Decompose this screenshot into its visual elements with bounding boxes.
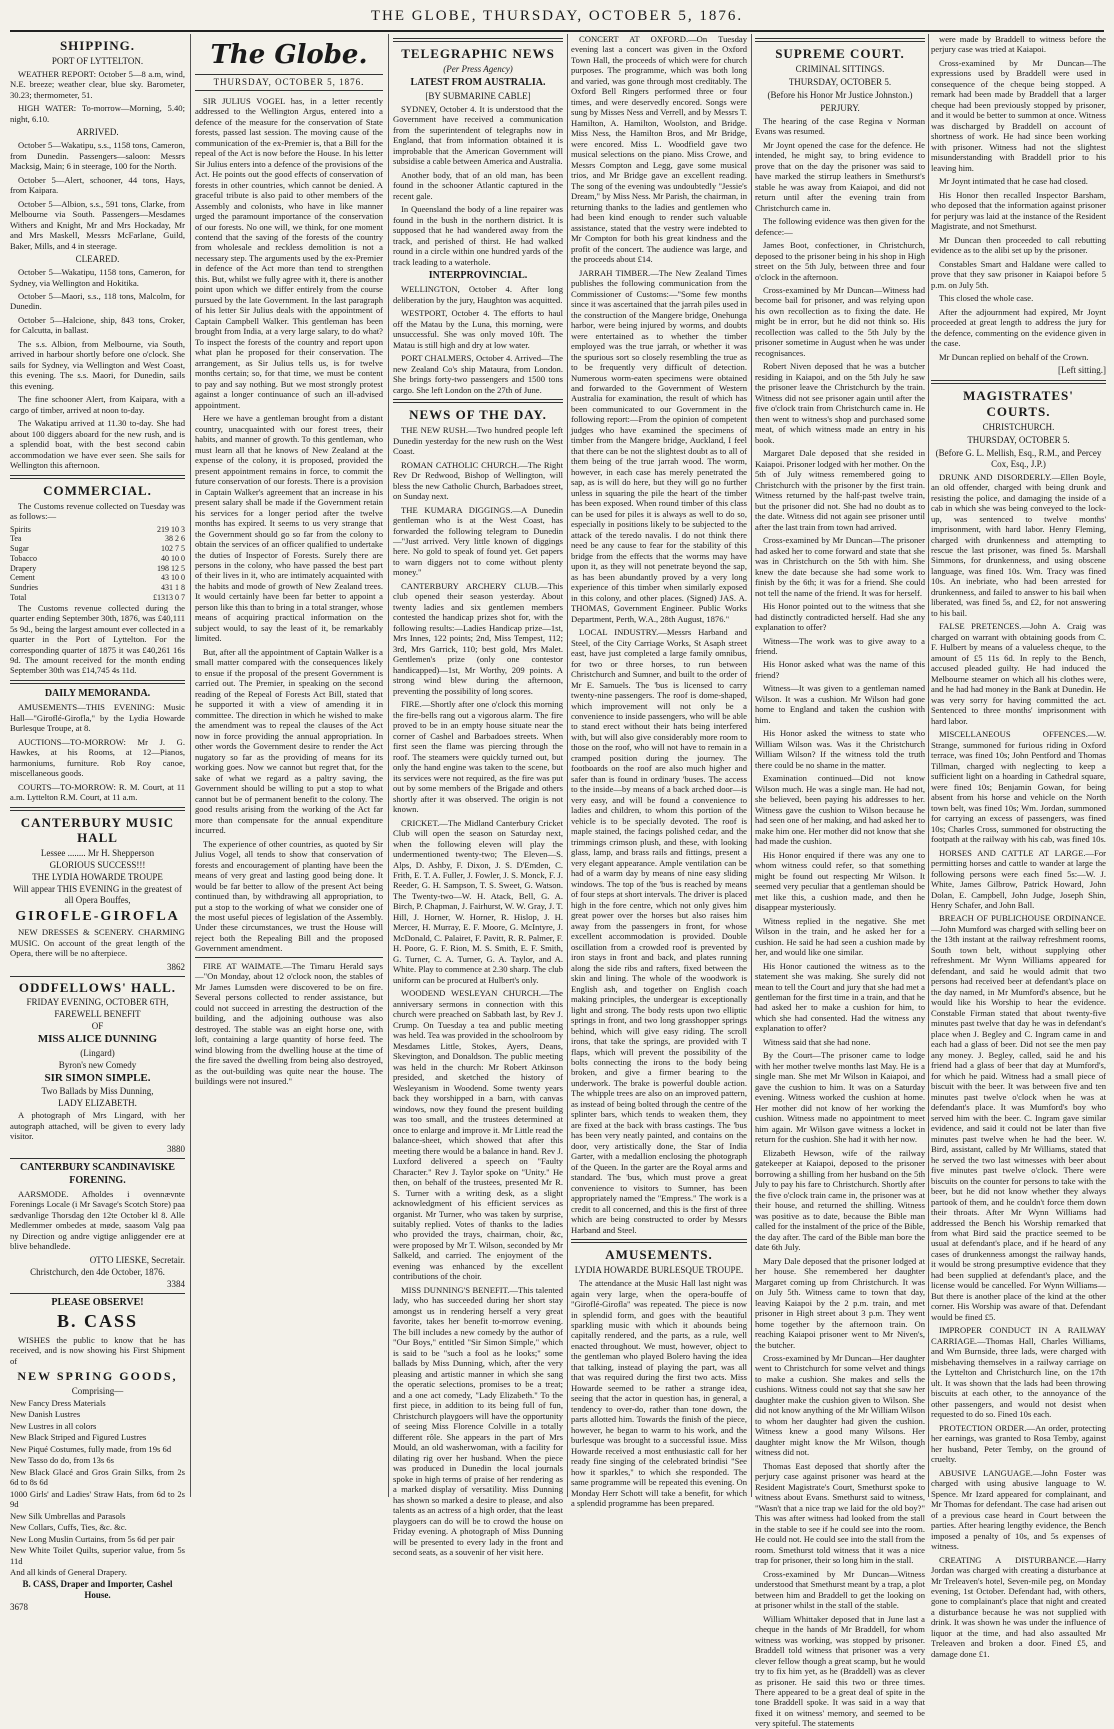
court-paragraph: ABUSIVE LANGUAGE.—John Foster was charged with using abusive language to W. Spence. Mr Izard appeared for complainant, and Mr Thomas for defendant. The case had arisen out of a previous case heard in Court between the parties. After hearing lengthy evidence, the Bench imposed a penalty of 10s, and 5s expenses of witness. <box>931 1467 1106 1552</box>
list-item: New Tasso do do, from 13s 6s <box>10 1455 115 1466</box>
editorial-date: THURSDAY, OCTOBER 5, 1876. <box>195 74 383 91</box>
amusements-heading: AMUSEMENTS. <box>605 1247 713 1263</box>
cass-goods-title: NEW SPRING GOODS, <box>17 1369 178 1384</box>
court-paragraph: Margaret Dale deposed that she resided in Kaiapoi. Prisoner lodged with her mother. On the 5th of July witness remembered going to Christchurch with the prisoner by the first train. Witness returned by the half-past twelve train, but the prisoner did not. She had no doubt as to the date. Witness did not again see prisoner until after the last train from town had arrived. <box>755 448 925 532</box>
customs-note: The Customs revenue collected during the quarter ending September 30th, 1876, was £40,111 5s 9d., being the largest amount ever collected in a quarter in the Port of Lyttelton. For the corresponding quarter of 1875 it was £40,261 16s 9d. The amount received for the month ending September 30th was £14,745 4s 11d. <box>10 602 185 676</box>
news-paragraph: FIRE.—Shortly after one o'clock this morning the fire-bells rang out a vigorous alarm. The fire proved to be in an empty house situate near the corner of Cashel and Barbadoes streets. When first seen the flame was piercing through the roof. The steamers were quickly turned out, but only the hand engine was taken to the scene, but its services were not required, as the fire was put out by some members of the Brigade and others shortly after it was observed. The origin is not known. <box>393 699 563 815</box>
ad-date: Christchurch, den 4de October, 1876. <box>30 1266 165 1277</box>
memo-auctions: AUCTIONS—TO-MORROW: Mr J. G. Hawkes, at his Rooms, at 12—Pianos, harmoniums, furniture. Rob Roy canoe, miscellaneous goods. <box>10 736 185 779</box>
shipping-note: The s.s. Albion, from Melbourne, via South, arrived in harbour shortly before one o'clock. She sails for Sydney, via Wellington and West Coast, this evening. The s.s. Maori, for Dunedin, sails this evening. <box>10 338 185 391</box>
ad-text: NEW DRESSES & SCENERY. CHARMING MUSIC. On account of the great length of the Opera, there will be no afterpiece. <box>10 927 185 959</box>
court-paragraph: Thomas East deposed that shortly after the perjury case against prisoner was heard at the Resident Magistrate's Court, Smethurst spoke to witness about Evans. Smethurst said to witness, "Wasn't that a nice trap we laid for the old boy?" This was after witness had looked from the stall in the stable to see if he could see into the room. He could not. He could see into the stall from the room. Smethurst told witness that it was a nice trap for prisoner, their so long him in the stall. <box>755 1460 925 1566</box>
ad-line: Byron's new Comedy <box>58 1059 137 1070</box>
court-paragraph: DRUNK AND DISORDERLY.—Ellen Boyle, an old offender, charged with being drunk and resisting the police, and damaging the inside of a cab in which she was being conveyed to the lock-up, was sentenced to twelve months' imprisonment, with hard labor. Henry Fleming, charged with drunkenness and attempting to rescue the last prisoner, was fined 5s. Marshall Simmons, for drunkenness, and using obscene language, was fined 10s. Wm. Tracy was fined 10s. An inebriate, who had been arrested for drunkenness, and failed to answer to his bail when liberated, was fined 5s, and £2, for not answering to his bail. <box>931 471 1106 618</box>
list-item: New Black Striped and Figured Lustres <box>10 1432 147 1443</box>
court-paragraph: Mary Dale deposed that the prisoner lodged at her house. She remembered her daughter Margaret coming up from Christchurch. It was on July 5th. Witness came to town that day, leaving Kaiapoi by the 2 p.m. train, and met prisoner in High street about 3 p.m. They went home together by the afternoon train. On reaching Kaiapoi prisoner went to Mr Niven's, the butcher. <box>755 1255 925 1350</box>
court-paragraph: His Honor cautioned the witness as to the statement she was making. She surely did not mean to tell the Court and jury that she had met a gentleman for the first time in a train, and that he had asked her to make a cushion for him, to which she had consented. Had the witness any explanation to offer? <box>755 960 925 1034</box>
ad-text: A photograph of Mrs Lingard, with her autograph attached, will be given to every lady visitor. <box>10 1110 185 1141</box>
court-paragraph: PROTECTION ORDER.—An order, protecting her earnings, was granted to Rosa Temby, against her husband, Peter Temby, on the ground of cruelty. <box>931 1422 1106 1465</box>
table-row: Cement 43 10 0 <box>10 573 185 583</box>
section-rule <box>755 38 925 42</box>
court-date: THURSDAY, OCTOBER 5. <box>788 76 892 87</box>
memoranda-heading: DAILY MEMORANDA. <box>44 687 151 699</box>
table-row: Sundries 431 1 8 <box>10 583 185 593</box>
memo-courts: COURTS—TO-MORROW: R. M. Court, at 11 a.m. Lyttelton R.M. Court, at 11 a.m. <box>10 781 185 803</box>
column-1 <box>10 34 185 1612</box>
court-paragraph: CREATING A DISTURBANCE.—Harry Jordan was charged with creating a disturbance at Mr Treleaven's hotel, Seven-mile peg, on Monday evening, 1st October. Defendant had, with others, gone to complainant's place that night and created a disturbance because he was not supplied with drink. It was shown he was under the influence of liquor at the time, and had also assaulted Mr Treleaven and broken a door. Fined £5, and damage done £1. <box>931 1554 1106 1659</box>
ad-line: MISS ALICE DUNNING <box>37 1033 158 1046</box>
ad-text: WISHES the public to know that he has received, and is now showing his First Shipment of <box>10 1334 185 1366</box>
column-2 <box>195 34 383 1497</box>
ad-signature: B. CASS, Draper and Importer, Cashel House. <box>22 1578 173 1600</box>
table-row: Spirits 219 10 3 <box>10 524 185 534</box>
magistrates-heading: MAGISTRATES' COURTS. <box>963 388 1074 419</box>
court-paragraph: His Honor asked what was the name of this friend? <box>755 659 925 680</box>
globe-logo: The Globe. <box>210 40 368 70</box>
cleared-heading: CLEARED. <box>75 254 120 265</box>
column-3 <box>393 34 563 1557</box>
editorial-paragraph: But, after all the appointment of Captain Walker is a small matter compared with the consequences likely to ensue if the proposal of the present Government is carried out. The Premier, in speaking on the second reading of the Repeal of Forests Act Bill, stated that he supported it with a view of amending it in committee. The direction in which he wished to make the amendment was to repeal the clauses of the Act now in force providing the annual appropriation. In other words the Government desire to render the Act nugatory so far as the providing of means for its working goes. Now we cannot but regret that, for the sake of what we regard as a paltry saving, the Government should be willing to put a stop to what cannot but be of permanent benefit to the colony. The good results arising from the working of the Act far more than compensate for the annual expenditure incurred. <box>195 646 383 836</box>
section-rule <box>10 680 185 684</box>
editorial-paragraph: Here we have a gentleman brought from a distant country, unacquainted with our forest trees, their habits, and manner of growth. To this gentleman, who must learn all that he knows of New Zealand at the expense of the colony, it is proposed, provided the present appointment remains in force, to commit the future conservation of our forests. There is a provision in Captain Walker's agreement that an increase in his present salary shall be made if the Government retain his services for a longer period after the twelve months has expired. It seems to us very strange that the Government should go so far from the colony to obtain the services of an officer qualified to undertake the duties of Inspector of Forests. Surely there are persons in the colony, who have passed the best part of their lives in it, who are intimately acquainted with the habits and mode of growth of New Zealand trees. It would certainly have been far better to appoint a person like this than to bring in a total stranger, whose means of acquiring practical information on the subject would, to say the least of it, be remarkably limited. <box>195 413 383 644</box>
ad-signature: OTTO LIESKE, Secretair. <box>89 1254 185 1265</box>
shipping-note: The Wakatipu arrived at 11.30 to-day. She had about 100 diggers aboard for the new rush, and is a splendid boat, with the best second cabin accommodation we have ever seen. She sails for Wellington this afternoon. <box>10 418 185 471</box>
court-paragraph: After the adjournment had expired, Mr Joynt proceeded at great length to address the jury for the defence, commenting on the evidence given in the case. <box>931 306 1106 349</box>
news-paragraph: Another body, that of an old man, has been found in the schooner Atlantic captured in the recent gale. <box>393 169 563 201</box>
column-divider <box>751 34 752 1497</box>
column-divider <box>567 34 568 1497</box>
case-heading: PERJURY. <box>820 102 860 113</box>
news-paragraph: JARRAH TIMBER.—The New Zealand Times publishes the following communication from the Commissioner of Customs:—"Some few months since it was ascertained that the jarrah piles used in the construction of the Mangere bridge, Onehunga harbor, were being injured by worms, and doubts were entertained as to whether the timber employed was the true jarrah, or whether it was the spurious sort so closely resembling the true as to be frequently very difficult of detection. Numerous worm-eaten specimens were obtained and forwarded to the Government of Western Australia for examination, the result of which has been communicated to our Government in the following report:—From the opinion of competent judges who have examined the specimens of timber from the Mangere bridge, Auckland, I feel that there can be not the slightest doubt as to all of them being of the true jarrah wood. The worm, however, in each case has merely penetrated the sap, as is will do here, but they will go no further unless in squaring the pile the heart of the timber has been exposed. When round timber of this class can be used for piles it is always as well to do so, especially in positions likely to be subjected to the attack of the teredo navalis. I do not think there need be any cause to fear for the stability of this bridge from the effects that the worms may have upon it, as they will not penetrate beyond the sap, as has been abundantly proved by a very long experience of this timber when similarly exposed in this colony, and other places. (Signed) JAS. A. THOMAS, Government Engineer. Public Works Department, Perth, W.A., 28th August, 1876." <box>571 267 747 624</box>
commercial-heading: COMMERCIAL. <box>43 482 152 498</box>
top-rule <box>10 30 1104 32</box>
court-paragraph: His Honor asked the witness to state who William Wilson was. Was it the Christchurch William Wilson? If the witness told the truth there could be no shame in the matter. <box>755 728 925 770</box>
table-row: Total £1313 0 7 <box>10 592 185 602</box>
list-item: New Danish Lustres <box>10 1409 81 1420</box>
ad-number: 3880 <box>167 1144 185 1155</box>
court-paragraph: William Whittaker deposed that in June last a cheque in the hands of Mr Braddell, for whom witness was working, was stopped by prisoner. Braddell told witness that prisoner was a very clever fellow though a great scamp, but he would try to fix him yet, as he (Braddell) was as clever as prisoner. He said this two or three times. There appeared to be a great deal of spite in the tone Braddell spoke. It was said in a way that fixed it on witness' memory, and seemed to be very spiteful. The statements <box>755 1613 925 1729</box>
weather-report: WEATHER REPORT: October 5—8 a.m, wind, N.E. breeze; weather clear, blue sky. Barometer, 30.23; thermometer, 51. <box>10 68 185 100</box>
court-paragraph: IMPROPER CONDUCT IN A RAILWAY CARRIAGE.—Thomas Hall, Charles Williams, and Wm Burnside, three lads, were charged with misbehaving themselves in a railway carriage on the Lyttelton and Christchurch line, on the 17th ult. It was shown that the lads had been throwing biscuits at each other, to the annoyance of the other passengers, and would not desist when requested to do so. Fined 10s each. <box>931 1325 1106 1420</box>
music-hall-lessee: Lessee ........ Mr H. Shepperson <box>40 848 155 859</box>
news-paragraph: CANTERBURY ARCHERY CLUB.—This club opened their season yesterday. About twenty ladies and six gentlemen members contested the handicap prizes shot for, with the following results:—Ladies Handicap prize—1st, Mrs Innes, 122 points; 2nd, Miss Tempest, 112; 3rd, Mrs Garrick, 110; best gold, Mrs Malet. Gentlemen's prize (only one contestor handicapped)—1st, Mr Worthy, 209 points. A strong wind blew during the afternoon, preventing the possibility of long scores. <box>393 580 563 696</box>
ad-line: Comprising— <box>71 1385 124 1396</box>
court-paragraph: Mr Joynt opened the case for the defence. He intended, he might say, to bring evidence to prove that on the day the prisoner was said to have marked the stirrup leathers in Smethurst's stable he was away from Kaiapoi, and did not return until after the evening train from Christchurch came in. <box>755 139 925 213</box>
cass-name: B. CASS <box>56 1310 139 1331</box>
court-paragraph: Elizabeth Hewson, wife of the railway gatekeeper at Kaiapoi, deposed to the prisoner borrowing a shilling from her husband on the 5th July to pay his fare to Christchurch. Shortly after the five o'clock train came in, the prisoner was at their house, and returned the shilling. Witness was positive as to date, because the Bible man called for the instalment of the price of the Bible, the day after. The card of the Bible man bore the date 6th July. <box>755 1147 925 1253</box>
high-water: HIGH WATER: To-morrow—Morning, 5.40; night, 6.10. <box>10 103 185 124</box>
court-paragraph: His Honor pointed out to the witness that she had distinctly contradicted herself. Had she any explanation to offer? <box>755 601 925 633</box>
list-item: New Collars, Cuffs, Ties, &c. &c. <box>10 1522 127 1533</box>
memo-amusements: AMUSEMENTS—THIS EVENING: Music Hall—"Giroflé-Girofla," by the Lydia Howarde Burlesque Troupe, at 8. <box>10 702 185 734</box>
press-agency: (Per Press Agency) <box>443 63 513 74</box>
section-rule <box>931 380 1106 384</box>
court-paragraph: Cross-examined by Mr Duncan—The prisoner had asked her to come forward and state that she was in Christchurch on the 5th with him. She knew the date because she had some work to finish by the 6th; it was for a friend. She could not tell the name of the friend. It was for herself. <box>755 535 925 598</box>
news-paragraph: THE KUMARA DIGGINGS.—A Dunedin gentleman who is at the West Coast, has forwarded the following telegram to Dunedin—"Just arrived. Very little known of diggings here. No gold to speak of found yet. Get papers to warn diggers not to come without plenty money." <box>393 504 563 578</box>
court-paragraph: MISCELLANEOUS OFFENCES.—W. Strange, summoned for furious riding in Oxford terrace, was fined 10s; John Pentford and Thomas Tillman, charged with neglecting to keep a sufficient light on a hoarding in Cathedral square, were fined 10s; Benjamin Gowan, for being absent from his horse and vehicle on the North town belt, was fined 10s; Wm. Jordan, summoned for carrying an excess of passengers, was fined 10s; Charles Cross, summoned for obstructing the footpath at the railway with his cab, was fined 10s. <box>931 729 1106 845</box>
left-sitting: [Left sitting.] <box>1058 365 1106 376</box>
news-paragraph: MISS DUNNING'S BENEFIT.—This talented lady, who has succeeded during her short stay amongst us in rendering herself a very great favorite, takes her benefit to-morrow evening. The bill includes a new comedy by the author of "Our Boys," entitled "Sir Simon Simple," which is said to be "such a fool as he looks;" some ballads by Miss Dunning, which, after the very pleasing and artistic manner in which she sang the operatic selections, promises to be a treat; and a one act comedy, "Lady Elizabeth." To the first piece, in addition to its being full of fun, Christchurch playgoers will have the opportunity of seeing Miss Florence Colville in a totally different rôle. She appears in the part of Mrs Mould, an old washerwoman, with a facility for dilating rig over her husband. When the piece was produced in Dunedin the local journals spoke in high terms of praise of her rendering as a marked display of versatility. Miss Dunning has shown so marked a desire to please, and also talents as an actress of a high order, that the least playgoers can do will be to crowd the house on Friday evening. A photograph of Miss Dunning will be presented to every lady in the front and second seats, as a souvenir of her visit here. <box>393 1284 563 1557</box>
section-rule <box>10 1293 185 1294</box>
ad-line: Will appear THIS EVENING in the greatest of all Opera Bouffes, <box>13 884 182 906</box>
table-row: Drapery 198 12 5 <box>10 563 185 573</box>
court-paragraph: BREACH OF PUBLICHOUSE ORDINANCE.—John Mumford was charged with selling beer on the 13th instant at the railway refreshment rooms, South town belt, without supplying other refreshment. Mr Wynn Williams appeared for defendant, and said he would admit that two persons had received beer at defendant's place on the day named, in Mr Mumford's absence, but he would like his Worship to hear the evidence. Constable Firman stated that about twenty-five minutes past twelve that day he was in defendant's place when J. Begley and C. Ingram came in and each had a glass of beer. Did not see the men pay any money. J. Begley, called, said he and his friend had a glass of beer that day at Mumford's, for which he paid. Witness had a small piece of biscuit with the beer. It was between five and ten minutes past twelve o'clock when he was at defendant's place. It was Mumford's boy who served him with the beer. C. Ingram gave similar evidence, and said it could not be later than five minutes past twelve when he had the beer. W. Bird, assistant, called by Mr Williams, stated that he served the two last witnesses with beer about five minutes past twelve o'clock. There were biscuits on the counter for persons to take with the beer, but he did not know whether they always partook of them, and he couldn't force them down their throats. After Mr Wynn Williams had addressed the Bench his Worship remarked that from what Bird said the practice seemed to be usual at defendant's place, and if he heard of any cases of drunkenness amongst the railway hands, it would be strong presumptive evidence that they had been supplied at defendant's place, and the license would be cancelled. For Wynn Williams—But there is another place of the kind at the other corner. His Worship was aware of that. Defendant would be fined £5. <box>931 913 1106 1322</box>
list-item: New Silk Umbrellas and Parasols <box>10 1510 126 1521</box>
shipping-heading: SHIPPING. <box>59 38 136 53</box>
section-rule <box>393 399 563 403</box>
news-paragraph: In Queensland the body of a line repairer was found in the bush in the northern district. It is supposed that he had wandered away from the track, and perished of thirst. He had walked round in a circle within one hundred yards of the track leading to a waterhole. <box>393 204 563 267</box>
court-paragraph: were made by Braddell to witness before the perjury case was tried at Kaiapoi. <box>931 34 1106 55</box>
ad-text: AARSMODE. Afholdes i ovennævnte Forenings Locale (i Mr Savage's Scotch Store) paa sædvanlige Thorsdag den 12te October kl 8. Alle Medlemmer ombedes at møde, saasom Valg paa ny Direction og andre vigtige anliggender ere at blive behandlede. <box>10 1188 185 1252</box>
list-item: New Black Glacé and Gros Grain Silks, from 2s 6d to 8s 6d <box>10 1466 185 1488</box>
news-paragraph: THE NEW RUSH.—Two hundred people left Dunedin yesterday for the new rush on the West Coast. <box>393 425 563 457</box>
court-paragraph: Constables Smart and Haldane were called to prove that they saw prisoner in Kaiapoi before 5 p.m. on July 5th. <box>931 258 1106 290</box>
column-4 <box>571 34 747 1509</box>
news-paragraph: FIRE AT WAIMATE.—The Timaru Herald says—"On Monday, about 12 o'clock noon, the stables of Mr James Lumsden were discovered to be on fire. Several persons collected to render assistance, but could not succeed in arresting the destruction of the building, and the adjoining outhouse was also destroyed. The stable was an eight horse one, with loft, containing a large quantity of horse feed. The wind blowing from the dwelling house at the time of the fire saved the dwelling from being also destroyed, as the out-building was quite near the house. The buildings were not insured." <box>195 960 383 1087</box>
court-paragraph: Witness replied in the negative. She met Wilson in the train, and he asked her for a cushion. He said he had seen a cushion made by her, and would like one similar. <box>755 915 925 958</box>
cleared-item: October 5—Maori, s.s., 118 tons, Malcolm, for Dunedin. <box>10 291 185 312</box>
court-paragraph: Mr Duncan then proceeded to call rebutting evidence as to the alibi set up by the prisoner. <box>931 234 1106 256</box>
editorial-paragraph: SIR JULIUS VOGEL has, in a letter recently addressed to the Wellington Argus, entered into a defence of the measure for the conservation of State forests, passed last session. The moving cause of the communication of the ex-Premier is, that a Bill for the repeal of the Act is now before the House. In his letter Sir Julius enters into a defence of the provisions of the Act. He points out the good effects of conservation of forests in other countries, which cannot be denied. A graceful tribute is also paid to other members of the Assembly and colonists, who have in like manner urged the paramount importance of the conservation of our forests. No one will, we think, for one moment contend that the saving of the forests of the country from wholesale and reckless demolition is not a necessary step. The arguments used by the ex-Premier in defence of the Act more than tend to strengthen this. But, whilst we fully agree with it, there is another point upon which we differ entirely from the course pursued by the late Government. In the last paragraph of his letter Sir Julius deals with the appointment of Captain Campbell Walker. This gentleman has been brought from India, at a very large salary, to do what? To inspect the forests of the country and report upon what plan he proposed for their conservation. The arrangement, as Sir Julius tells us, is for twelve months certain; so, for that time, we must be content to pay and say nothing. But we most strongly protest against a longer continuance of such an ill-advised appointment. <box>195 95 383 410</box>
list-item: And all kinds of General Drapery. <box>10 1567 127 1578</box>
ad-line: FAREWELL BENEFIT <box>54 1009 141 1020</box>
cass-ad-heading: PLEASE OBSERVE! <box>51 1296 144 1308</box>
section-rule <box>10 976 185 977</box>
list-item: New White Toilet Quilts, superior value, from 5s 11d <box>10 1545 185 1566</box>
news-paragraph: CONCERT AT OXFORD.—On Tuesday evening last a concert was given in the Oxford Town Hall, the proceeds of which were for church purposes. The programme, which was both long and varied, was gone through most creditably. The Oxford Bell Ringers performed three or four times, and were deservedly encored. Songs were sung by Misses Ness and Verrell, and by Messrs T. Hamilton, A. Hamilton, Woolston, and Bridge. Miss Ness, the Hamilton Bros, and Mr Bridge, were encored. Miss L. Woodfield gave two musical selections on the piano. Miss Crowe, and Messrs Compton and Legg, gave some musical trios, and Mr Bridge gave an excellent reading. The song of the evening was undoubtedly "Jessie's Dream," by Miss Ness. Mr Parish, the chairman, in returning thanks to the ladies and gentlemen who had been kind enough to render such valuable assistance, stated that the vestry were indebted to Mr Compton for both his great kindness and the profit of the concert. The audience was large, and the proceeds about £14. <box>571 34 747 265</box>
music-hall-ad-title: CANTERBURY MUSIC HALL <box>20 814 175 846</box>
news-paragraph: ROMAN CATHOLIC CHURCH.—The Right Rev Dr Redwood, Bishop of Wellington, will bless the new Catholic Church, Barbadoes street, on Sunday next. <box>393 459 563 502</box>
news-paragraph: WOODEND WESLEYAN CHURCH.—The anniversary sermons in connection with this church were preached on Sabbath last, by Rev J. Crump. On Tuesday a tea and public meeting was held. Tea was provided in the schoolroom by Mesdames Little, Stokes, Ayers, Deans, Skevington, and Donaldson. The public meeting was held in the church: Mr Robert Atkinson presided, and sketched the history of Wesleyanism in Woodend. Some twenty years back they worshipped in a barn, with canvas windows, now they found the present building was too small, and the trustees determined at once to enlarge and improve it. Mr Little read the balance-sheet, which showed that after this meeting there would be a balance in hand. Rev J. Luxford delivered a speech on "Faulty Character." Rev J. Taylor spoke on "Unity." He then, on behalf of the trustees, presented Mr R. S. Turner with a writing desk, as a slight acknowledgment of his efficient services as organist. Mr Turner, who was taken by surprise, suitably replied. Votes of thanks to the ladies who provided the trays, chairman, choir, &c, were proposed by Mr T. Wilson, seconded by Mr Salkeld, and carried. The enjoyment of the evening was enhanced by the excellent contributions of the choir. <box>393 988 563 1282</box>
arrived-heading: ARRIVED. <box>76 127 119 138</box>
table-row: Tobacco 40 10 0 <box>10 553 185 563</box>
ad-line: Two Ballads by Miss Dunning, <box>41 1086 154 1097</box>
port-heading: PORT OF LYTTELTON. <box>51 55 144 66</box>
news-paragraph: LOCAL INDUSTRY.—Messrs Harband and Steel, of the City Carriage Works, St Asaph street east, have just completed a large family omnibus, for two or three horses, to run between Christchurch and Sumner, and built to the order of Mr E. Samuels. The 'bus is licensed to carry twenty-nine passengers. The roof is dome-shaped, which improvement will not only be a convenience to inside passengers, who will be able to stand erect without their hats being interfered with, but will also give considerably more room to those on the roof, who will not have to remain in a cramped position during the journey. The footboards on the roof are also much higher and safer than is found in ordinary 'buses. The access to the inside—by means of a back arched door—is very easy, and will be found a convenience to ladies and children, to whom this portion of the vehicle is to be specially devoted. The roof is maple stained, the facings polished cedar, and the trimmings crimson plush, and these, with looking glass, lamp, and brass rails and fittings, present a very elegant appearance. Ample ventilation can be had of a warm day by means of nine easy sliding windows. The top of the 'bus is reached by means of four steps at short intervals. The driver is placed high in the fore centre, which not only gives him great power over the horses but also raises him away from the passengers in front, for whose excellent accommodation is provided. Double oscillation from a crowded roof is prevented by iron stays in front and back, and plates running along the side ribs and rafters, fixed between the skin and lining. The whole of the woodwork is English ash, and together on English coach making principles, the undergear is exceptionally light and strong. The body rests upon two elliptic springs in front, and two long grasshopper springs behind, which will give easy riding. The scroll irons, that take the springs, are provided with T flaps, which will prevent the possibility of the bolts connecting the irons to the body being broken, and give a firmer bearing to the underwork. The brake is powerful double action. The whipple trees are also on an improved pattern, as instead of being bolted through the centre of the splinter bars, which tends to weaken them, they are fixed at the back with brass castings. The 'bus has been very neatly painted, and contains on the door, very artistically done, the Star of India Garter, with a medallion enclosing the photograph of the Queen. In the garter are the Royal arms and standard. The 'bus, which must prove a great convenience to visitors to Sumner, has been appropriately named the "Empress." The work is a credit to all concerned, and this is the first of three which are being constructed to order by Messrs Harband and Steel. <box>571 627 747 1235</box>
cable-label: [BY SUBMARINE CABLE] <box>425 91 531 102</box>
court-paragraph: Witness said that she had none. <box>763 1036 871 1047</box>
troupe-subheading: LYDIA HOWARDE BURLESQUE TROUPE. <box>574 1265 744 1276</box>
list-item: New Long Muslin Curtains, from 5s 6d per pair <box>10 1533 175 1544</box>
court-paragraph: Examination continued—Did not know Wilson much. He was a single man. He had not, she believed, been paying his addresses to her. Witness gave the cushion to Wilson because he had seen one of her making, and had asked her to make him one. Her mother did not know that she had made the cushion. <box>755 773 925 847</box>
ad-line: LADY ELIZABETH. <box>58 1098 137 1109</box>
court-paragraph: His Honor enquired if there was any one to whom witness could refer, so that something might be found out respecting Mr Wilson. It seemed very peculiar that a gentleman should be met like this, a cushion made, and then he disappear mysteriously. <box>755 849 925 913</box>
ad-line: OF <box>91 1021 104 1032</box>
court-paragraph: Mr Duncan replied on behalf of the Crown. <box>939 351 1089 362</box>
news-paragraph: CRICKET.—The Midland Canterbury Cricket Club will open the season on Saturday next, when the following eleven will play the undermentioned twenty-two; The Eleven—S. Alps, D. Ashby, F. Dixon, J. S. D'Emden, C. Frith, E. T. A. Fuller, J. Fowler, J. S. Monck, F. J. Reeder, G. H. Sampson, T. S. Sweet, G. Watson. The Twenty-two—W. H. Atack, Bell, G. A. Birch, P. Chapman, J. Fairhurst, W. W. Gray, J. T. Hill, J. Horner, W. Horner, R. Hislop, J. H. Mercer, H. Murray, E. F. Moore, G. McIntyre, J. McDonald, C. Palairet, F. Pavitt, R. R. Palmer, F. H. Poore, G. F. Rion, M. S. Smith, E. F. Smith, G. Turner, C. A. Turner, G. A. Taylor, and A. White. Play to commence at 2.30 sharp. The club uniform can be procured at Hulbert's only. <box>393 817 563 985</box>
court-paragraph: His Honor then recalled Inspector Barsham, who deposed that the information against prisoner for perjury was laid at the instance of the Resident Magistrate, and not Smethurst. <box>931 189 1106 232</box>
column-divider <box>190 34 191 1497</box>
arrival-item: October 5—Albion, s.s., 591 tons, Clarke, from Melbourne via South. Passengers—Mesdames Withers and Knight, Mr and Mrs Hockaday, Mr and Mrs Maskell, Messrs McFarlane, Guild, Baker, Mills, and 4 in steerage. <box>10 198 185 251</box>
court-paragraph: Cross-examined by Mr Duncan—Witness had become bail for prisoner, and was relying upon his own recollection as to fixing the date. He might be in error, but he did not think so. His recollection was called to the 5th July by the prisoner sometime in August when he was under recognisances. <box>755 285 925 358</box>
court-paragraph: The hearing of the case Regina v Norman Evans was resumed. <box>755 115 925 137</box>
list-item: New Lustres in all colors <box>10 1420 97 1431</box>
criminal-sittings: CRIMINAL SITTINGS. <box>795 63 885 74</box>
oddfellows-ad-title: ODDFELLOWS' HALL. <box>18 979 177 995</box>
news-paragraph: WESTPORT, October 4. The efforts to haul off the Matau by the Luna, this morning, were unsuccessful. She was only moved 10ft. The Matau is still high and dry at low water. <box>393 308 563 350</box>
girofle-title: GIROFLE-GIROFLA <box>15 909 180 925</box>
masthead: THE GLOBE, THURSDAY, OCTOBER 5, 1876. <box>370 8 744 24</box>
cleared-item: October 5—Wakatipu, 1158 tons, Cameron, for Sydney, via Wellington and Hokitika. <box>10 267 185 288</box>
court-paragraph: Cross-examined by Mr Duncan—The expressions used by Braddell were used in consequence of the cheque being stopped. A remark had been made by Braddell that a larger cheque had been previously stopped by prisoner, and it would be better to summon at once. Witness was discharged by Braddell on account of shortness of work. He had since been working with prisoner. Witness had not the slightest misunderstanding with Braddell prior to his leaving him. <box>931 57 1106 173</box>
court-paragraph: Robert Niven deposed that he was a butcher residing in Kaiapoi, and on the 5th July he saw the prisoner leave the Christchurch by the train. Witness did not see prisoner again until after the five o'clock train from Christchurch came in. He then went to witness's shop and purchased some meat, of which witness made an entry in his book. <box>755 361 925 445</box>
review-paragraph: The attendance at the Music Hall last night was again very large, when the opera-bouffe of "Giroflé-Girofla" was repeated. The piece is now in splendid form, and goes with the beautiful sparkling music with which it abounds being capitally rendered, and the parts, as a rule, well enacted throughout. We must, however, object to the gentleman who played Bolero having the idea that talking, instead of playing the part, was all that was required during the first two acts. Miss Howarde seemed to be rather a strange idea, seeing that the actor in question has, in general, a tendency to over-do, rather than tone down, the parts allotted him. Towards the finish of the piece, however, he began to warm to his work, and the burlesque was brought to a successful issue. Miss Howarde received a most enthusiastic call for her ready fine singing of the celebrated brindisi "See how it sparkles," to which she responded. The same programme will be repeated this evening. On Monday Herr Schott will take a benefit, for which a splendid programme has been prepared. <box>571 1278 747 1509</box>
court-paragraph: Cross-examined by Mr Duncan—Her daughter went to Christchurch for some velvet and things to make a cushion. She makes and sells the cushions. Witness could not say that she saw her daughter make the cushion given to Wilson. She did not know anything of the Mr William Wilson to whom her daughter had given the cushion. Witness knew a good many Wilsons. Her daughter might know the Mr Wilson, though witness did not. <box>755 1352 925 1458</box>
supreme-court-heading: SUPREME COURT. <box>775 46 905 61</box>
court-paragraph: HORSES AND CATTLE AT LARGE.—For permitting horses and cattle to wander at large the following persons were each fined 5s:—W. J. White, James Gilbrow, Patrick Howard, John Dolan, E. Campbell, John Judge, Joseph Shin, Henry Schafer, and John Ball. <box>931 847 1106 910</box>
court-paragraph: Cross-examined by Mr Duncan—Witness understood that Smethurst meant by a trap, a plot between him and Braddell to get the looking on at prisoner whilst in the stall of the stable. <box>755 1568 925 1611</box>
telegraphic-heading: TELEGRAPHIC NEWS <box>401 46 555 61</box>
ad-number: 3678 <box>10 1601 28 1612</box>
court-paragraph: FALSE PRETENCES.—John A. Craig was charged on warrant with obtaining goods from C. F. Hulbert by means of a valueless cheque, to the amount of £5 11s 6d. In reply to the Bench, accused pleaded guilty. He had induced the Melbourne steamer on which all his clothes were, and he had had money in the Bank at Dunedin. He was very sorry for having committed the act. Sentenced to three months' imprisonment with hard labor. <box>931 621 1106 726</box>
ad-number: 3862 <box>167 961 185 972</box>
list-item: 1000 Girls' and Ladies' Straw Hats, from 6d to 2s 9d <box>10 1488 185 1510</box>
ad-number: 3384 <box>167 1278 185 1289</box>
magistrates-date: THURSDAY, OCTOBER 5. <box>967 434 1070 445</box>
court-paragraph: Witness—It was given to a gentleman named Wilson. It was a cushion. Mr Wilson had gone home to England and taken the cushion with him. <box>755 683 925 725</box>
section-rule <box>10 475 185 479</box>
list-item: New Fancy Dress Materials <box>10 1397 106 1408</box>
section-rule <box>393 38 563 42</box>
ad-line: SIR SIMON SIMPLE. <box>44 1071 151 1084</box>
ad-line: THE LYDIA HOWARDE TROUPE <box>32 872 163 883</box>
ad-line: FRIDAY EVENING, OCTOBER 6TH, <box>26 997 169 1008</box>
editorial-paragraph: The experience of other countries, as quoted by Sir Julius Vogel, all tends to show that conservation of forests and encouragement of planting have been the means of very great and lasting good being done. It would be far better to allow of the present Act being continued than, by withdrawing all appropriation, to put a stop to the working of what we consider one of the most useful pieces of legislation of the Assembly. Under these circumstances, we trust the House will reject both the Repealing Bill and the proposed Government amendment. <box>195 838 383 954</box>
customs-intro: The Customs revenue collected on Tuesday was as follows:— <box>10 500 185 522</box>
latest-australia-heading: LATEST FROM AUSTRALIA. <box>410 76 546 88</box>
news-paragraph: SYDNEY, October 4. It is understood that the Government have received a communication from the superintendent of telegraphs now in England, that from information obtained it is improbable that the American Government will subsidise a cable between America and Australia. <box>393 103 563 167</box>
court-paragraph: James Boot, confectioner, in Christchurch, deposed to the prisoner being in his shop in High street on the 5th July, between three and four o'clock in the afternoon. <box>755 240 925 282</box>
table-row: Tea 38 2 6 <box>10 534 185 544</box>
column-divider <box>928 34 929 1497</box>
table-row: Sugar 102 7 5 <box>10 544 185 554</box>
court-judge: (Before his Honor Mr Justice Johnston.) <box>767 89 913 100</box>
scandinavian-ad-title: CANTERBURY SCANDINAVISKE FORENING. <box>20 1162 175 1186</box>
court-paragraph: The following evidence was then given for the defence:— <box>755 216 925 237</box>
news-paragraph: PORT CHALMERS, October 4. Arrived—The new Zealand Co's ship Mataura, from London. She brings forty-two passengers and 1500 tons cargo. She left London on the 27th of June. <box>393 353 563 395</box>
customs-table <box>10 525 185 603</box>
news-of-day-heading: NEWS OF THE DAY. <box>409 407 547 423</box>
magistrates-bench: (Before G. L. Mellish, Esq., R.M., and Percey Cox, Esq., J.P.) <box>935 447 1102 469</box>
court-paragraph: By the Court—The prisoner came to lodge with her mother twelve months last May. He is a single man. She met Mr Wilson in Kaiapoi, and gave the cushion to him. It was on a Saturday evening. Witness worked the cushion at home. Her mother did not know of her working the cushion. Witness made no appointment to meet him again. Mr Wilson gave witness a locket in return for the cushion. She had it with her now. <box>755 1050 925 1145</box>
column-divider <box>388 34 389 1497</box>
ad-line: GLORIOUS SUCCESS!!! <box>49 860 146 871</box>
column-6 <box>931 34 1106 1659</box>
cleared-item: October 5—Halcione, ship, 843 tons, Croker, for Calcutta, in ballast. <box>10 314 185 336</box>
section-rule <box>10 1158 185 1159</box>
arrival-item: October 5—Wakatipu, s.s., 1158 tons, Cameron, from Dunedin. Passengers—saloon: Messrs Macksig, Main; 6 in steerage, 100 for the North. <box>10 140 185 172</box>
shipping-note: The fine schooner Alert, from Kaipara, with a cargo of timber, arrived at noon to-day. <box>10 394 185 415</box>
arrival-item: October 5—Alert, schooner, 44 tons, Hays, from Kaipara. <box>10 174 185 196</box>
magistrates-location: CHRISTCHURCH. <box>982 421 1055 432</box>
interprovincial-heading: INTERPROVINCIAL. <box>428 270 528 282</box>
section-rule <box>195 957 383 958</box>
section-rule <box>10 807 185 811</box>
court-paragraph: Mr Joynt intimated that he case had closed. <box>939 176 1088 187</box>
column-5 <box>755 34 925 1729</box>
news-paragraph: WELLINGTON, October 4. After long deliberation by the jury, Haughton was acquitted. <box>393 284 563 305</box>
ad-line: (Lingard) <box>80 1047 115 1058</box>
section-rule <box>571 1239 747 1243</box>
court-paragraph: This closed the whole case. <box>939 293 1034 304</box>
court-paragraph: Witness—The work was to give away to a friend. <box>755 635 925 656</box>
list-item: New Piqué Costumes, fully made, from 19s 6d <box>10 1443 172 1454</box>
